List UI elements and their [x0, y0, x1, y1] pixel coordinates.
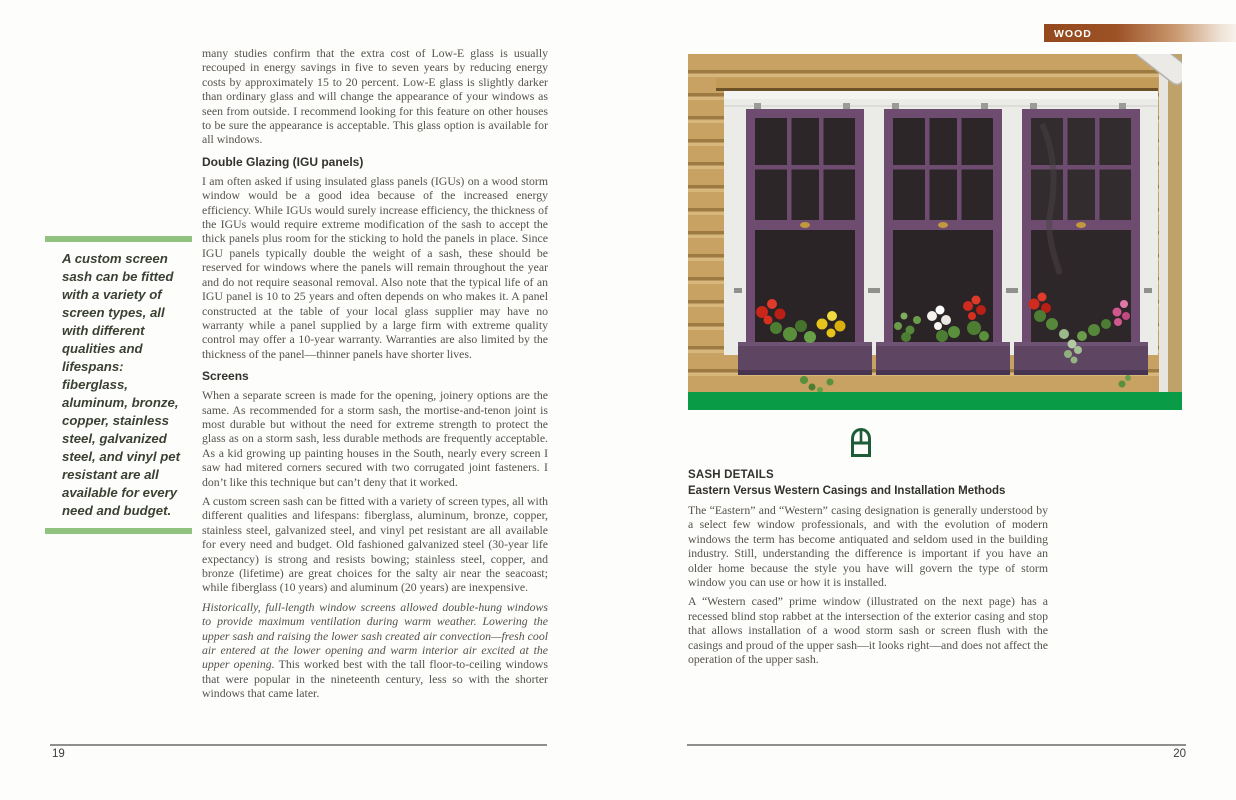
- drip-cap-shadow: [716, 88, 1158, 91]
- flower-box-rim: [738, 342, 872, 346]
- corner-board: [1159, 54, 1168, 392]
- screens-paragraph-3: [202, 600, 548, 701]
- wood-tab-label: WOOD: [1054, 28, 1092, 40]
- pull-quote: [45, 236, 192, 534]
- pull-quote-text: A custom screen sash can be fitted with a variety of screen types, all with different qualities and lifespans: fiberglass, aluminum, bronze, copper, stainless steel, galvanized steel, and vinyl pet resistant are all available for every need and budget.: [62, 251, 180, 518]
- right-footer-rule: [687, 744, 1186, 746]
- clip: [754, 103, 761, 109]
- left-footer-rule: [50, 744, 547, 746]
- historical-note-regular: This worked best with the tall floor-to-ceiling windows that were popular in the nineteenth century, less so with the shorter windows that came later.: [202, 657, 548, 701]
- window-right: [1010, 103, 1152, 388]
- clip: [1119, 103, 1126, 109]
- sash-paragraph-2: A “Western cased” prime window (illustrated on the next page) has a recessed blind stop rabbet at the intersection of the exterior casing and stop that allows installation of a wood storm sash or screen flush with the casings and proud of the upper sash—it looks right—and does not affect the operation of the upper sash.: [688, 594, 1048, 667]
- flower-box-shadow: [1014, 370, 1148, 375]
- sash-details-heading: SASH DETAILS: [688, 469, 774, 481]
- arch-window-icon: [850, 428, 872, 457]
- corner-siding: [1168, 54, 1182, 392]
- window-photo: [688, 54, 1182, 410]
- flower-box-shadow: [876, 370, 1010, 375]
- historical-note-italic: Historically, full-length window screens allowed double-hung windows to provide maximum ventilation during warm weather. Lowering the upper sash and raising the lower sash created air convection—fresh cool air entered at the lower opening and warm interior air excited at the upper opening.: [202, 599, 548, 672]
- wood-chapter-tab: [1044, 24, 1236, 42]
- sash-latch: [1076, 222, 1086, 228]
- muntin: [755, 165, 855, 170]
- window-photo-illustration: [688, 54, 1182, 410]
- flower-box-rim: [1014, 342, 1148, 346]
- casing-top-board: [724, 91, 1158, 99]
- muntin: [893, 165, 993, 170]
- clip: [1030, 103, 1037, 109]
- left-page-number: 19: [52, 748, 65, 760]
- pull-quote-bottom-bar: [45, 528, 192, 534]
- muntin: [1031, 165, 1131, 170]
- clip: [981, 103, 988, 109]
- window-left: [734, 103, 876, 393]
- right-text-column: [688, 469, 1048, 671]
- sash-latch: [800, 222, 810, 228]
- side-latch: [1144, 288, 1152, 293]
- double-glazing-heading: Double Glazing (IGU panels): [202, 154, 364, 169]
- side-latch: [734, 288, 742, 293]
- double-glazing-paragraph: I am often asked if using insulated glass panels (IGUs) on a wood storm window would be a good idea because of the increased energy efficiency. While IGUs would surely increase efficiency, the thickness of the IGUs would require extreme modification of the sash to accept the thick panels plus room for the sticking to hold the panels in place. Since IGU panels typically double the weight of a sash, these should be reserved for windows where the panels will remain throughout the year and do not require seasonal removal. Also note that the typical life of an IGU panel is 10 to 25 years and often depends on who makes it. A panel constructed at the table of your local glass supplier may have no warranty while a panel supplied by a large firm with extreme quality control may offer a 10-year warranty. Warranties are also limited by the thickness of the panel—thinner panels have shorter lives.: [202, 173, 548, 361]
- left-text-column: [202, 46, 548, 706]
- green-band: [688, 392, 1182, 410]
- intro-paragraph: many studies confirm that the extra cost of Low-E glass is usually recouped in energy savings in five to seven years by reducing energy costs by approximately 15 to 20 percent. Low-E glass is slightly darker than ordinary glass and will change the appearance of your windows as seen from outside. I recommend looking for this feature on other houses to be sure the appearance is acceptable. This glass option is available for all windows.: [202, 46, 548, 147]
- clip: [892, 103, 899, 109]
- screens-heading: Screens: [202, 369, 249, 384]
- side-latch: [872, 288, 880, 293]
- right-page-number: 20: [1173, 748, 1186, 760]
- clip: [843, 103, 850, 109]
- flower-box-rim: [876, 342, 1010, 346]
- sash-details-subheading: Eastern Versus Western Casings and Installation Methods: [688, 485, 1006, 497]
- sash-paragraph-1: The “Eastern” and “Western” casing designation is generally understood by a select few window professionals, and with the evolution of modern windows the term has become antiquated and seldom used in the building industry. Still, understanding the difference is important if you have an older home because the style you have will govern the type of storm window you can use or how it is installed.: [688, 503, 1048, 590]
- screens-paragraph-2: A custom screen sash can be fitted with a variety of screen types, all with different qualities and lifespans: fiberglass, aluminum, bronze, copper, stainless steel, galvanized steel, and vinyl pet resistant are all available for every need and budget. Old fashioned galvanized steel (30-year life expectancy) is strong and resists bowing; stainless steel, copper, and bronze (lifetime) are great choices for the salty air near the seacoast; while fiberglass (10 years) and aluminum (20 years) are inexpensive.: [202, 493, 548, 595]
- flower-box-shadow: [738, 370, 872, 375]
- sash-latch: [938, 222, 948, 228]
- screens-paragraph-1: When a separate screen is made for the opening, joinery options are the same. As recommended for a storm sash, the mortise-and-tenon joint is most durable but without the need for extreme strength to protect the glass as on a storm sash, less durable methods are frequently acceptable. As a kid growing up painting houses in the South, nearly every screen I saw had mitered corners secured with two corrugated joint fasteners. I don’t like this technique but can’t deny that it worked.: [202, 388, 548, 489]
- window-center: [872, 103, 1014, 375]
- side-latch: [1010, 288, 1018, 293]
